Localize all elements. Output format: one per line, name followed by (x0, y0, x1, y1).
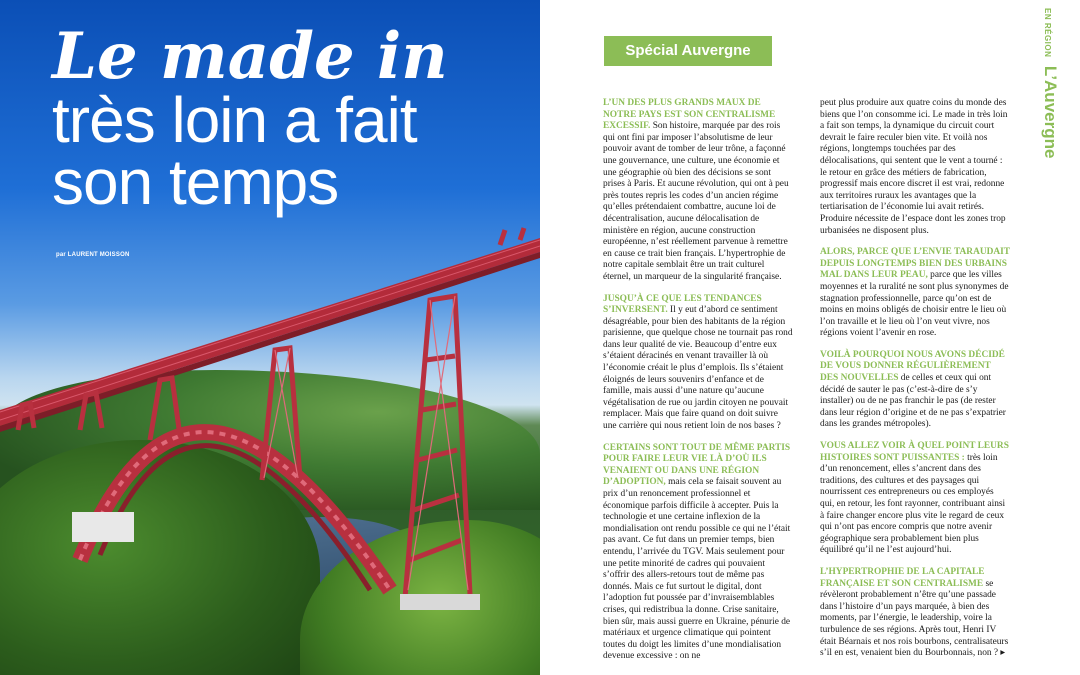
section-badge: Spécial Auvergne (604, 36, 772, 66)
author-byline: par LAURENT MOISSON (56, 252, 130, 258)
paragraph: L’UN DES PLUS GRANDS MAUX DE NOTRE PAYS EST SON CENTRALISME EXCESSIF. Son histoire, marquée par des rois qui ont fini par imposer l’absolutisme de leur pouvoir avant de tomber de leur trône, a façonné une gouvernance, une culture, une économie et une géographie où bien des décisions se sont prises à Paris. Et aucune révolution, qui ont à peu près toutes repris les codes d’un ancien régime qu’elles prétendaient combattre, aucune loi de décentralisation, aucune délocalisation de ministère en région, aucune construction européenne, n’est réellement parvenue à remettre en cause ce trait bien français. L’hypertrophie de notre capitale semblait être un trait culturel éternel, un marqueur de la singularité française. (603, 98, 789, 282)
headline-line-3: son temps (52, 146, 339, 219)
side-region-label (1034, 4, 1060, 159)
region-prefix: EN RÉGION (1043, 8, 1052, 58)
headline-line-1: Le made in (52, 19, 448, 94)
viaduct-arch (80, 432, 390, 590)
headline-line-2: très loin a fait (52, 83, 417, 156)
article-column-1 (603, 98, 793, 663)
paragraph: peut plus produire aux quatre coins du monde des biens que l’on consomme ici. Le made in très loin a fait son temps, la dynamique du circuit court devrait le faire reculer bien vite. Et voilà nos régions, longtemps touchées par des délocalisations, qui sentent que le vent a tourné : le retour en grâce des métiers de fabrication, progressif mais encore discret il est vrai, redonne aux territoires ruraux les avantages que la tertiarisation de l’économie lui avait retirés. Produire nécessite de l’espace dont les zones trop urbanisées ne disposent plus. (820, 98, 1008, 236)
paragraph: VOILÀ POURQUOI NOUS AVONS DÉCIDÉ DE VOUS DONNER RÉGULIÈREMENT DES NOUVELLES de celles et ceux qui ont décidé de sauter le pas (c’est-à-dire de s’y installer) ou de ne pas franchir le pas (de rester dans leur région d’origine et de ne pas s’expatrier dans les grandes métropoles). (820, 349, 1006, 430)
paragraph: ALORS, PARCE QUE L’ENVIE TARAUDAIT DEPUIS LONGTEMPS BIEN DES URBAINS MAL DANS LEUR PEAU, parce que les villes moyennes et la ruralité ne sont plus synonymes de stagnation professionnelle, parce qu’on est de moins en moins obligés de choisir entre le lieu où l’on travaille et le lieu où l’on veut vivre, nos régions voient l’avenir en rose. (820, 247, 1010, 339)
paragraph: JUSQU’À CE QUE LES TENDANCES S’INVERSENT. Il y eut d’abord ce sentiment désagréable, pour bien des habitants de la région parisienne, que quelque chose ne tournait pas rond dans leur qualité de vie. Beaucoup d’entre eux s’étaient déracinés en venant travailler là où l’économie créait le plus d’emplois. Ils s’étaient éloignés de leurs souvenirs d’enfance et de famille, mais aussi d’une nature qu’aucune végétalisation de rue ou jardin citoyen ne pouvait remplacer. Mais que faire quand on doit suivre une carrière qui nous retient loin de nos bases ? (603, 293, 793, 432)
paragraph: VOUS ALLEZ VOIR À QUEL POINT LEURS HISTOIRES SONT PUISSANTES : très loin d’un renoncement, elles s’ancrent dans des traditions, des cultures et des paysages qui nourrissent ces entrepreneurs ou ces employés qui, en retour, les font rayonner, contribuant ainsi à faire changer encore plus vite le regard de ceux qui n’ont pas encore compris que notre avenir géographique sera probablement bien plus équilibré qu’il ne l’est aujourd’hui. (820, 441, 1009, 556)
region-name: L’Auvergne (1041, 65, 1060, 159)
pylon-main (405, 296, 470, 598)
paragraph: CERTAINS SONT TOUT DE MÊME PARTIS POUR FAIRE LEUR VIE LÀ D’OÙ ILS VENAIENT OU DANS UNE RÉGION D’ADOPTION, mais cela se faisait souvent au prix d’un renoncement professionnel et économique parfois difficile à accepter. Puis la technologie et une certaine inflexion de la mondialisation ont rendu possible ce qui ne l’était pas avant. Ce fut dans un premier temps, bien entendu, l’arrivée du TGV. Mais seulement pour une petite minorité de cadres qui pouvaient s’offrir des allers-retours tout de même pas donnés. Mais ce fut surtout le digital, dont l’adoption fut poussée par d’invraisemblables crises, qui redistribua la donne. Crise sanitaire, bien sûr, mais aussi guerre en Ukraine, pénurie de matériaux et urgence climatique qui pointent toutes du doigt les limites d’une mondialisation devenue excessive : on ne (603, 442, 791, 662)
article-column-2 (820, 98, 1010, 660)
article-page (540, 0, 1080, 675)
headline (52, 19, 522, 219)
paragraph: L’HYPERTROPHIE DE LA CAPITALE FRANÇAISE ET SON CENTRALISME se révèleront probablement n’être qu’une passade dans l’histoire d’un pays marquée, à bien des moments, par l’énergie, le leadership, voire la turbulence de ses régions. Après tout, Henri IV était Béarnais et nos rois bourbons, centralisateurs s’il en est, venaient bien du Bourbonnais, non ? ▸ (820, 566, 1009, 659)
